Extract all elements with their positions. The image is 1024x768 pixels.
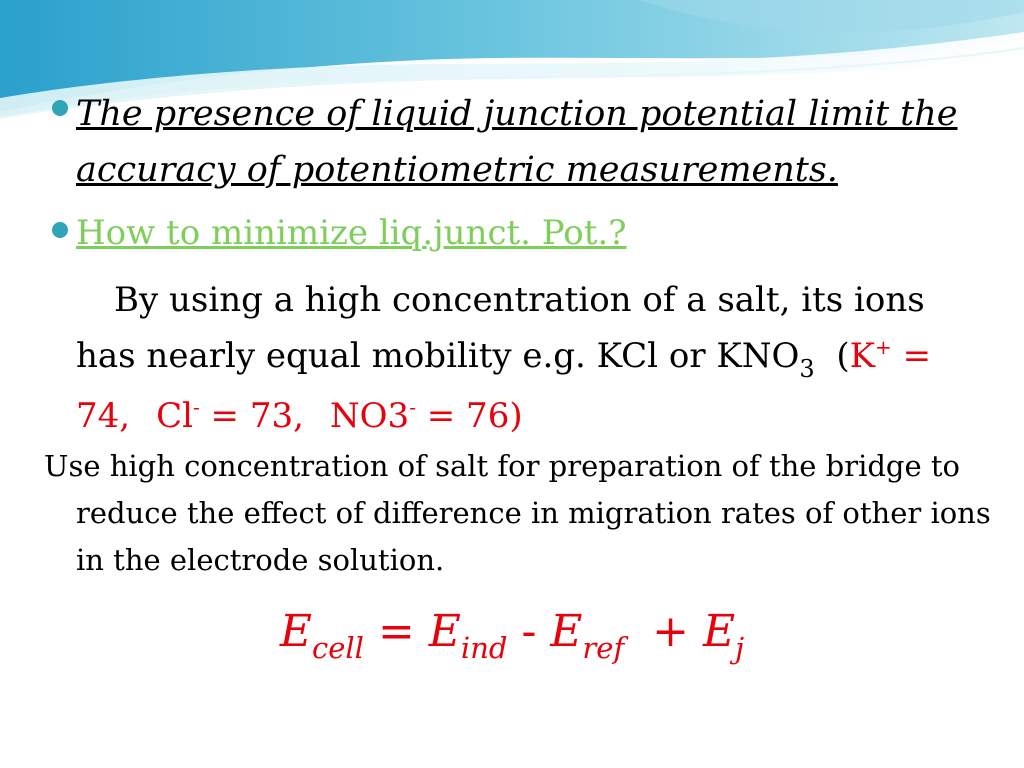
open-paren: ( <box>836 336 850 376</box>
bullet-item-liquid-junction <box>52 86 1002 198</box>
formula-j-subscript: j <box>735 631 745 665</box>
cl-ion-label: Cl <box>156 396 193 436</box>
formula-e-j: E <box>703 606 736 657</box>
no3-ion-label: NO3 <box>329 396 410 436</box>
formula-ind-subscript: ind <box>460 631 508 665</box>
formula-e-ref: E <box>550 606 583 657</box>
cl-ion-value: = 73, <box>199 396 304 436</box>
k-ion-charge: + <box>875 335 892 359</box>
salt-concentration-paragraph <box>76 272 976 448</box>
close-paren: ) <box>509 396 523 436</box>
minimize-question-link[interactable]: How to minimize liq.junct. Pot.? <box>76 213 627 253</box>
formula-minus: - <box>507 606 551 657</box>
no3-ion-value: = 76 <box>415 396 510 436</box>
k-ion-label: K <box>849 336 875 376</box>
k-ion-value: = 74, <box>76 336 932 436</box>
formula-ref-subscript: ref <box>582 631 625 665</box>
bullet-text: The presence of liquid junction potential limit the accuracy of potentiometric measurements. <box>76 94 958 190</box>
no3-ion-charge: - <box>409 395 416 419</box>
bullet-dot-icon <box>52 222 68 238</box>
paragraph-text: By using a high concentration of a salt, its ions has nearly equal mobility e.g. KCl or KNO <box>76 280 925 376</box>
formula-cell-subscript: cell <box>311 631 364 665</box>
cl-ion-charge: - <box>192 395 200 419</box>
bridge-preparation-paragraph: Use high concentration of salt for preparation of the bridge to reduce the effect of difference in migration rates of other ions in the electrode solution. <box>44 449 991 577</box>
kno3-subscript: 3 <box>799 355 815 383</box>
formula-equals: = <box>363 606 429 657</box>
bullet-item-minimize-question[interactable] <box>52 206 1002 260</box>
formula-e-cell: E <box>279 606 312 657</box>
bullet-dot-icon <box>52 100 68 116</box>
formula-plus: + <box>624 606 704 657</box>
formula-e-ind: E <box>428 606 461 657</box>
cell-potential-formula <box>0 602 1024 666</box>
